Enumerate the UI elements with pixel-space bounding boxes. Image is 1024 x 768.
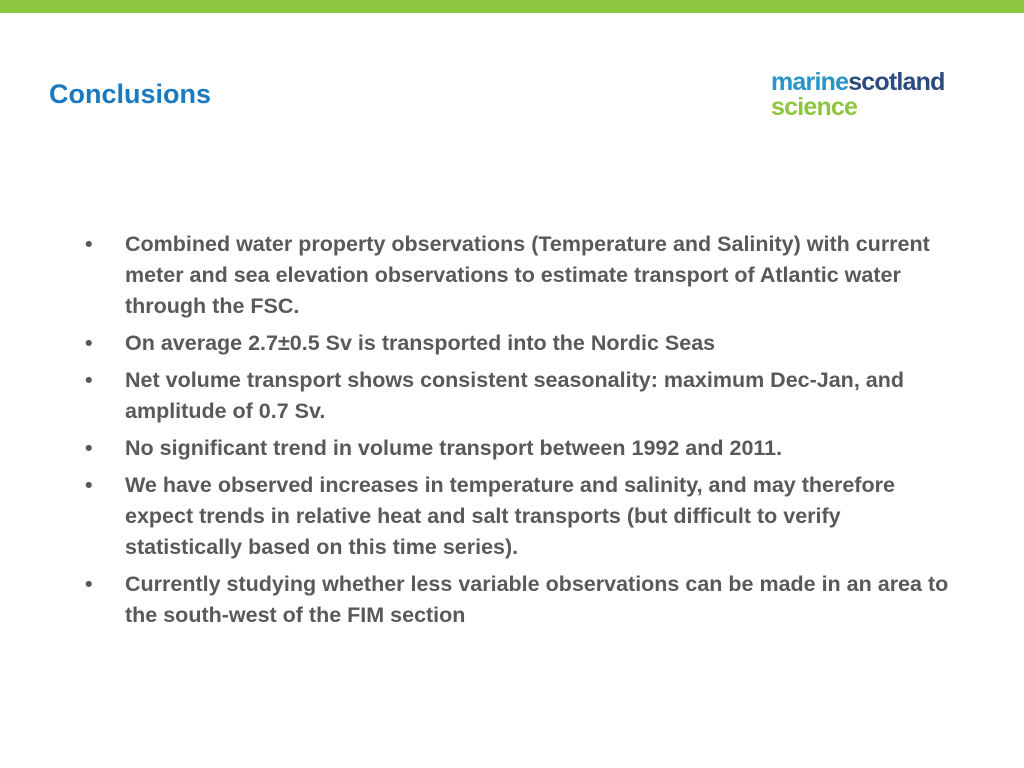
bullet-dot: • xyxy=(85,331,93,355)
bullet-dot: • xyxy=(85,436,93,460)
bullet-text: Currently studying whether less variable observations can be made in an area to the south-west of the FIM section xyxy=(125,572,949,627)
slide-title: Conclusions xyxy=(49,79,212,109)
bullet-text: Combined water property observations (Temperature and Salinity) with current meter and sea elevation observations to estimate transport of Atlantic water through the FSC. xyxy=(125,232,930,318)
bullet-text: On average 2.7±0.5 Sv is transported into the Nordic Seas xyxy=(125,331,716,355)
bullet-item xyxy=(84,569,954,631)
bullet-dot: • xyxy=(85,368,93,392)
logo-line-bottom xyxy=(771,94,857,120)
bullet-item xyxy=(84,365,954,427)
bullet-dot: • xyxy=(85,473,93,497)
bullet-item xyxy=(84,470,954,563)
logo-word-scotland: scotland xyxy=(848,68,945,96)
logo-word-marine: marine xyxy=(771,68,849,96)
top-accent-bar xyxy=(0,0,1024,13)
bullet-dot: • xyxy=(85,572,93,596)
logo-word-science: science xyxy=(771,93,858,121)
bullet-item xyxy=(84,433,954,464)
conclusions-bullet-list xyxy=(84,229,954,637)
bullet-text: No significant trend in volume transport between 1992 and 2011. xyxy=(125,436,783,460)
bullet-text: We have observed increases in temperature and salinity, and may therefore expect trends in relative heat and salt transports (but difficult to verify statistically based on this time series). xyxy=(125,473,895,559)
bullet-dot: • xyxy=(85,232,93,256)
logo-line-top xyxy=(771,69,945,95)
bullet-item xyxy=(84,328,954,359)
marine-scotland-science-logo xyxy=(771,69,971,125)
bullet-text: Net volume transport shows consistent seasonality: maximum Dec-Jan, and amplitude of 0.7 Sv. xyxy=(125,368,904,423)
bullet-item xyxy=(84,229,954,322)
